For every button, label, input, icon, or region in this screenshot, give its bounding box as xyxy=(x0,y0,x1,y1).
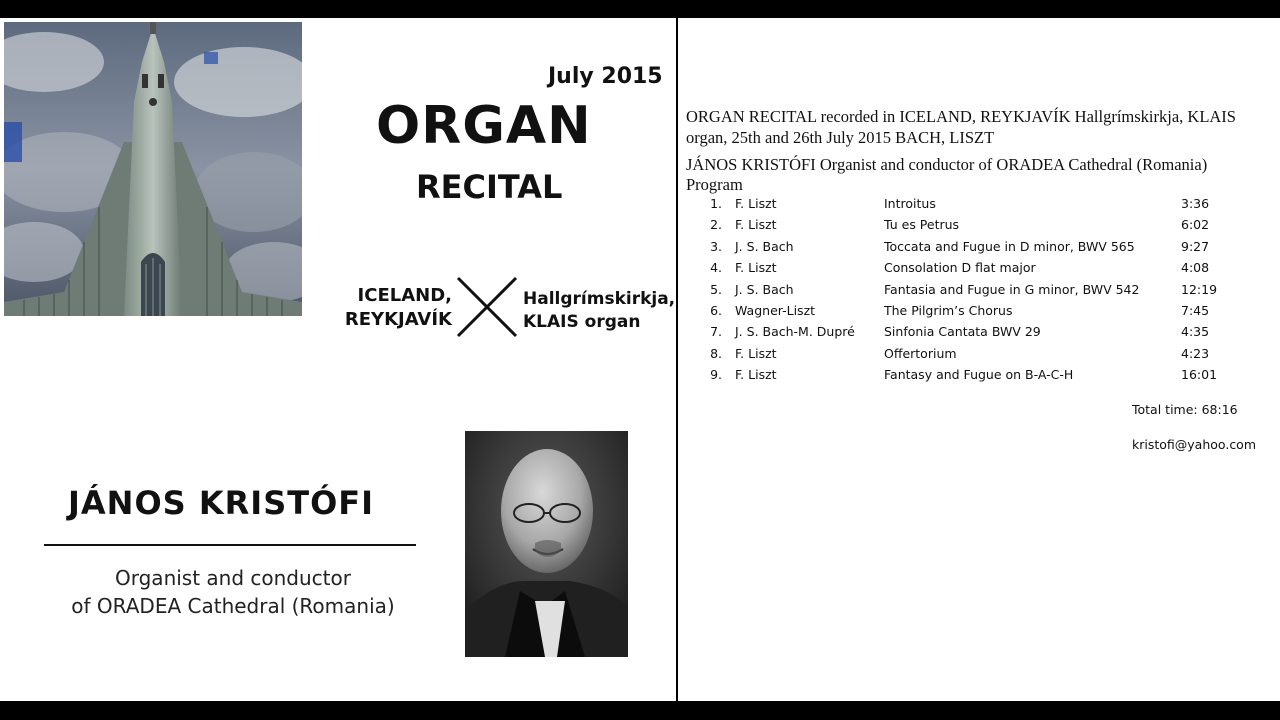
location-country: ICELAND, xyxy=(357,285,452,306)
center-divider xyxy=(676,18,678,701)
program-row xyxy=(700,344,1240,365)
program-row xyxy=(700,280,1240,301)
artist-role xyxy=(20,564,446,620)
track-number: 8. xyxy=(710,345,722,361)
program-row xyxy=(700,215,1240,236)
artist-name: JÁNOS KRISTÓFI xyxy=(68,484,375,522)
track-title: Consolation D flat major xyxy=(884,260,1036,276)
artist-portrait-photo xyxy=(465,431,628,657)
track-number: 3. xyxy=(710,238,722,254)
total-time: Total time: 68:16 xyxy=(1132,402,1238,417)
track-composer: J. S. Bach xyxy=(735,281,794,297)
track-number: 5. xyxy=(710,281,722,297)
track-duration: 16:01 xyxy=(1181,367,1218,383)
track-title: Offertorium xyxy=(884,345,957,361)
track-composer: F. Liszt xyxy=(735,345,777,361)
program-row xyxy=(700,237,1240,258)
recording-description-dates: 25th and 26th July 2015 BACH, LISZT xyxy=(727,128,995,147)
program-row xyxy=(700,365,1240,386)
program-heading: Program xyxy=(686,175,743,194)
track-title: Toccata and Fugue in D minor, BWV 565 xyxy=(884,238,1135,254)
cathedral-photo xyxy=(4,22,302,316)
program-row xyxy=(700,258,1240,279)
track-composer: F. Liszt xyxy=(735,260,777,276)
track-composer: F. Liszt xyxy=(735,217,777,233)
track-duration: 4:08 xyxy=(1181,260,1210,276)
top-letterbox-bar xyxy=(0,0,1280,18)
location-city-name: REYKJAVÍK xyxy=(344,309,452,330)
track-composer: J. S. Bach xyxy=(735,238,794,254)
track-title: Sinfonia Cantata BWV 29 xyxy=(884,324,1041,340)
recording-description xyxy=(686,106,1266,148)
track-duration: 9:27 xyxy=(1181,238,1210,254)
program-row xyxy=(700,301,1240,322)
artist-role-line1: Organist and conductor xyxy=(115,566,351,590)
track-number: 6. xyxy=(710,302,722,318)
track-number: 4. xyxy=(710,260,722,276)
track-composer: F. Liszt xyxy=(735,367,777,383)
venue-church: Hallgrímskirkja, xyxy=(523,289,676,309)
contact-email: kristofi@yahoo.com xyxy=(1132,437,1257,452)
cross-separator-icon xyxy=(456,276,518,338)
track-title: Introitus xyxy=(884,196,936,211)
location-city xyxy=(326,284,452,332)
artist-description xyxy=(686,155,1276,195)
venue-organ: KLAIS organ xyxy=(523,312,641,332)
track-title: The Pilgrim’s Chorus xyxy=(884,302,1013,318)
track-title: Tu es Petrus xyxy=(884,217,960,233)
track-title: Fantasia and Fugue in G minor, BWV 542 xyxy=(884,281,1140,297)
recording-description-bold: ORGAN RECITAL recorded in ICELAND, REYKJAVÍK Hallgrímskirkja, KLAIS organ, xyxy=(686,107,1236,147)
track-duration: 4:35 xyxy=(1181,324,1210,340)
track-number: 1. xyxy=(710,196,722,211)
track-composer: F. Liszt xyxy=(735,196,777,211)
track-duration: 6:02 xyxy=(1181,217,1210,233)
artist-description-line: JÁNOS KRISTÓFI Organist and conductor of ORADEA Cathedral (Romania) xyxy=(686,155,1208,174)
location-venue xyxy=(523,288,675,334)
artist-role-line2: of ORADEA Cathedral (Romania) xyxy=(71,594,395,618)
track-number: 9. xyxy=(710,367,722,383)
bottom-letterbox-bar xyxy=(0,701,1280,720)
poster-title-recital: RECITAL xyxy=(416,168,563,206)
track-duration: 3:36 xyxy=(1181,196,1210,211)
poster-title-organ: ORGAN xyxy=(376,96,592,156)
track-duration: 12:19 xyxy=(1181,281,1218,297)
track-number: 2. xyxy=(710,217,722,233)
program-row xyxy=(700,322,1240,343)
program-row xyxy=(700,194,1240,215)
track-duration: 4:23 xyxy=(1181,345,1210,361)
track-title: Fantasy and Fugue on B-A-C-H xyxy=(884,367,1074,383)
track-composer: Wagner-Liszt xyxy=(735,302,816,318)
poster-date: July 2015 xyxy=(548,64,663,89)
track-number: 7. xyxy=(710,324,722,340)
program-list xyxy=(700,194,1240,387)
track-composer: J. S. Bach-M. Dupré xyxy=(735,324,855,340)
track-duration: 7:45 xyxy=(1181,302,1210,318)
artist-divider xyxy=(44,544,416,546)
